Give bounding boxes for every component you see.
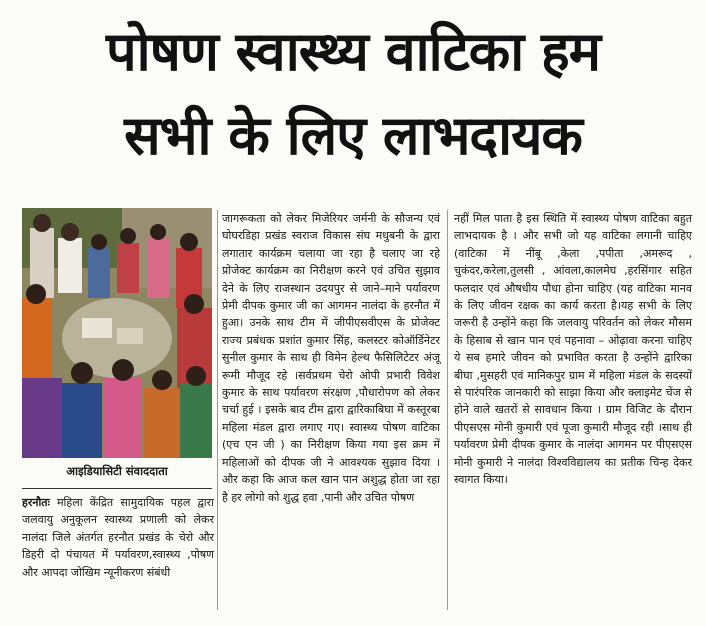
article-column-1 [22,494,214,581]
column-1-text: महिला केंद्रित सामुदायिक पहल द्वारा जलवायु अनुकूलन स्वास्थ्य प्रणाली को लेकर नालंदा जिले अंतर्गत हरनौत प्रखंड के चेरो और डिहरी दो पंचायत में पर्यावरण,स्वास्थ्य ,पोषण और आपदा जोखिम न्यूनीकरण संबंधी [22,496,214,579]
news-photo [22,208,212,458]
caption-divider [22,488,212,489]
photo-caption: आइडियासिटी संवाददाता [66,464,168,478]
article-column-3: नहीं मिल पाता है इस स्थिति में स्वास्थ्य पोषण वाटिका बहुत लाभदायक है । और सभी जो यह वाटिका लगानी चाहिए (वाटिका में नींबू ,केला ,पपीता ,अमरूद , चुकंदर,करेला,तुलसी , आंवला,कालमेघ ,हरसिंगार सहित फलदार एवं औषधीय पौधा होना चाहिए (यह वाटिका मानव के लिए जीवन रक्षक का कार्य करता है।यह सभी के लिए जरूरी है उन्होंने कहा कि जलवायु परिवर्तन को लेकर मौसम के हिसाब से खान पान एवं पहनावा – ओढ़ावा करना चाहिए ये सब हमारे जीवन को प्रभावित करता है उन्होंने द्वारिका बीघा ,मुसहरी एवं मानिकपुर ग्राम में महिला मंडल के सदस्यों से पारंपरिक जानकारी को साझा किया और क्लाइमेट चेंज से होने वाले खतरों से सावधान किया । ग्राम विजिट के दौरान पीएसएस मोनी कुमारी एवं पूजा कुमारी मौजूद रही ।साथ ही पर्यावरण प्रेमी दीपक कुमार के नालंदा आगमन पर पीएसएस मोनी कुमारी ने नालंदा विश्वविद्यालय का प्रतीक चिन्ह देकर स्वागत किया। [454,212,692,487]
headline-line-2: सभी के लिए लाभदायक [124,104,582,167]
column-divider [217,210,218,610]
headline-line-1: पोषण स्वास्थ्य वाटिका हम [105,20,601,83]
article-column-2: जागरूकता को लेकर मिजेरियर जर्मनी के सौजन्य एवं घोघरडिहा प्रखंड स्वराज विकास संघ मधुबनी के द्वारा लगातार कार्यक्रम चलाया जा रहा है चलाए जा रहे प्रोजेक्ट कार्यक्रम का निरीक्षण करने एवं उचित सुझाव देने के लिए राजस्थान उदयपुर से जाने–माने पर्यावरण प्रेमी दीपक कुमार जी का आगमन नालंदा के हरनौत में हुआ। उनके साथ टीम में जीपीएसवीएस के प्रोजेक्ट राज्य प्रबंधक प्रशांत कुमार सिंह, कलस्टर कोऑर्डिनेटर सुनील कुमार के साथ ही विमेन हेल्थ फैसिलिटेटर अंजू रूमी मौजूद रहे ।सर्वप्रथम चेरो ओपी प्रभारी विवेश कुमार के साथ पर्यावरण संरक्षण ,पौधारोपण को लेकर चर्चा हुई । इसके बाद टीम द्वारा द्वारिकाबिघा में कस्तूरबा महिला मंडल द्वारा लगाए गए। स्वास्थ्य पोषण वाटिका (एच एन जी ) का निरीक्षण किया गया इस क्रम में महिलाओं को दीपक जी ने आवश्यक सुझाव दिया । और कहा कि आज कल खान पान अशुद्ध होता जा रहा है हर लोगो को शुद्ध हवा ,पानी और उचित पोषण [222,212,440,504]
dateline: हरनौतः [22,496,50,509]
column-divider [447,210,448,610]
group-meeting-photo-illustration [22,208,212,458]
